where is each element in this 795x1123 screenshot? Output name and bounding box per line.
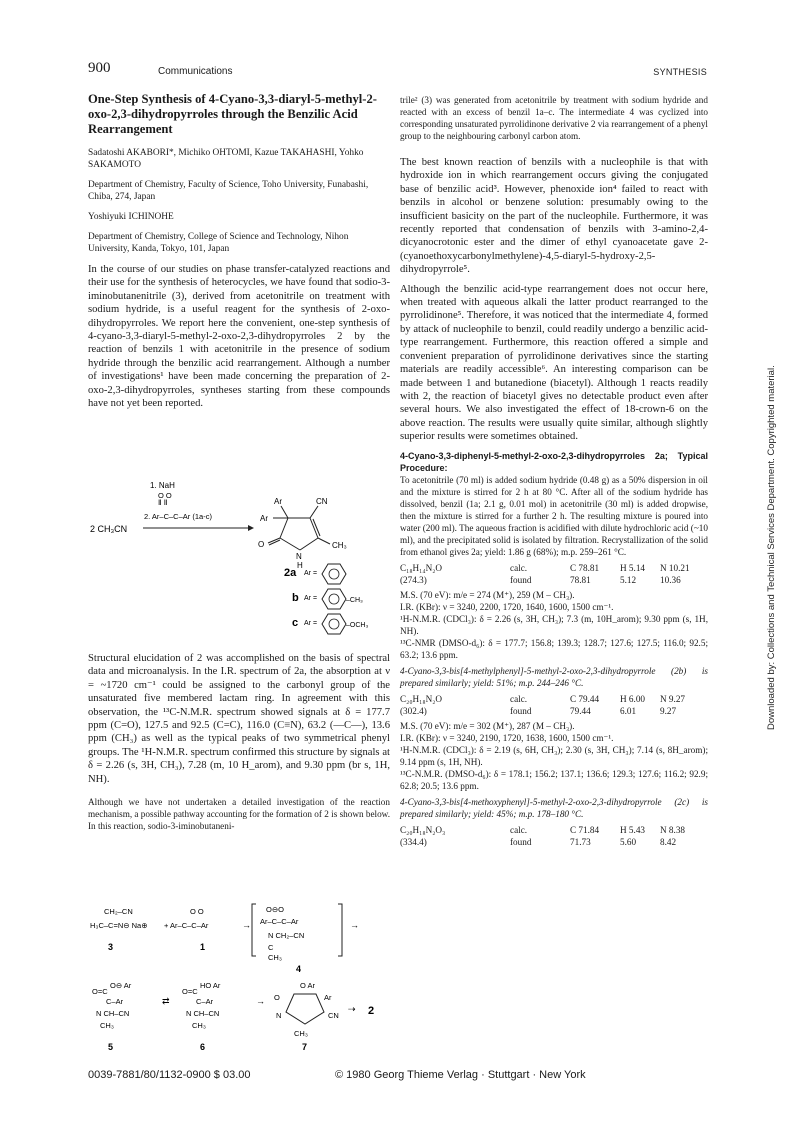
- svg-text:–CH₃: –CH₃: [346, 597, 363, 604]
- svg-text:N: N: [276, 1011, 282, 1020]
- svg-text:O Ar: O Ar: [300, 981, 316, 990]
- svg-text:CN: CN: [316, 497, 328, 506]
- start-material: 2 CH₃CN: [90, 524, 128, 534]
- left-column: [88, 92, 390, 416]
- svg-text:H₃C–C=N⊖ Na⊕: H₃C–C=N⊖ Na⊕: [90, 921, 148, 930]
- scheme-1-drawing: [88, 478, 390, 646]
- svg-text:Ar–C–C–Ar: Ar–C–C–Ar: [260, 917, 299, 926]
- svg-text:O: O: [258, 540, 265, 549]
- ms-2b: M.S. (70 eV): m/e = 302 (M⁺), 287 (M – CH₃).: [400, 720, 575, 731]
- article-title: One-Step Synthesis of 4-Cyano-3,3-diaryl-5-methyl-2-oxo-2,3-dihydropyrroles through the Benzilic Acid Rearrangement: [88, 92, 377, 136]
- pyrrolone-product: [268, 506, 330, 550]
- svg-text:+ Ar–C–C–Ar: + Ar–C–C–Ar: [164, 921, 209, 930]
- svg-text:Ar =: Ar =: [304, 570, 318, 577]
- reagent-1: 1. NaH: [150, 481, 175, 490]
- svg-text:O O: O O: [158, 491, 172, 500]
- svg-text:H: H: [297, 561, 303, 570]
- reaction-scheme-1: [88, 478, 390, 646]
- svg-text:HO Ar: HO Ar: [200, 981, 221, 990]
- footer-code: 0039-7881/80/1132-0900 $ 03.00: [88, 1069, 251, 1081]
- download-notice: [762, 330, 782, 730]
- svg-text:Ar =: Ar =: [304, 595, 318, 602]
- ir-2b: I.R. (KBr): ν = 3240, 2190, 1720, 1638, 1600, 1500 cm⁻¹.: [400, 732, 614, 743]
- svg-text:O O: O O: [190, 907, 204, 916]
- svg-text:CN: CN: [328, 1011, 339, 1020]
- svg-text:⇢: ⇢: [348, 1004, 356, 1014]
- svg-text:N CH–CN: N CH–CN: [186, 1009, 220, 1018]
- download-notice-text: Downloaded by: Collections and Technical Services Department. Copyrighted material.: [766, 365, 777, 730]
- svg-text:2a: 2a: [284, 567, 297, 579]
- analysis-2a: C₁₈H₁₄N₂O calc. C 78.81 H 5.14 N 10.21 (274.3) found 78.81 5.12 10.36: [400, 562, 690, 585]
- svg-text:–OCH₃: –OCH₃: [346, 622, 369, 629]
- label-4: 4: [296, 964, 302, 974]
- reaction-scheme-2: [88, 900, 390, 1058]
- svg-text:CH₃: CH₃: [332, 541, 347, 550]
- although-paragraph: Although the benzilic acid-type rearrangement does not occur here, when treated with aqueous alkali the latter product rearranged to the pyrrolidinone⁵. Therefore, it was noticed that the intermediate 4, formed by attack of nucleophile to benzil, could readily undergo a benzilic acid-type rearrangement. Furthermore, this reaction offered a simple and convenient preparation of pyrrolidinone derivatives since the starting materials are readily accessible⁶. An interesting comparison can be made between 1 and butanedione (biacetyl). Although 1 reacts readily with 2, the reaction of biacetyl gives no detectable product even after several hours. We also investigated the effect of 18-crown-6 on the above reaction. The results were usually quite similar, although slightly superior results were sometimes obtained.: [400, 283, 708, 443]
- svg-text:O: O: [274, 993, 280, 1002]
- label-7: 7: [302, 1042, 308, 1052]
- svg-text:CH₃: CH₃: [192, 1021, 206, 1030]
- svg-text:O=C: O=C: [92, 987, 108, 996]
- authors-secondary: Yoshiyuki ICHINOHE: [88, 212, 174, 222]
- svg-text:c: c: [292, 617, 299, 629]
- svg-text:→: →: [242, 920, 251, 930]
- authors-primary: Sadatoshi AKABORI*, Michiko OHTOMI, Kazue TAKAHASHI, Yohko SAKAMOTO: [88, 148, 364, 170]
- ir-2a: I.R. (KBr): ν = 3240, 2200, 1720, 1640, 1600, 1500 cm⁻¹.: [400, 601, 614, 612]
- svg-text:C–Ar: C–Ar: [106, 997, 124, 1006]
- svg-text:b: b: [292, 592, 299, 604]
- svg-text:CH₃: CH₃: [294, 1029, 308, 1038]
- compound-2b-intro: 4-Cyano-3,3-bis[4-methylphenyl]-5-methyl-2-oxo-2,3-dihydropyrrole (2b) is prepared similarly; yield: 51%; m.p. 244–246 °C.: [400, 665, 708, 688]
- label-3: 3: [108, 942, 114, 952]
- left-column-lower: [88, 652, 390, 832]
- best-known-paragraph: The best known reaction of benzils with a nucleophile is that with hydroxide ion in which rearrangement occurs giving the conjugated base of benzilic acid³. However, phenoxide ion⁴ failed to react with benzils in alcohol or benzene solution: presumably owing to the insufficient basicity on the part of the nucleophile. Furthermore, it was recently reported that condensation of benzils with 3-amino-2,4-dicyanocrotonic ester and the dimer of ethyl cyanoacetate gave 2-(cyanoethoxycarbonylmethylene)-4,5-diaryl-5-hydroxy-2,5-dihydropyrrole⁵.: [400, 157, 708, 276]
- reagent-2: 2. Ar–C–C–Ar (1a-c): [144, 512, 212, 521]
- scheme-2-drawing: [88, 900, 390, 1058]
- svg-text:→: →: [256, 996, 265, 1006]
- intro-paragraph: In the course of our studies on phase transfer-catalyzed reactions and their use for the synthesis of heterocycles, we have found that sodio-3-iminobutanenitrile (3), derived from acetonitrile on treatment with sodium hydride, is a useful reagent for the synthesis of 2-oxo-dihydropyrroles. We report here the convenient, one-step synthesis of 4-cyano-3,3-diaryl-5-methyl-2-oxo-2,3-dihydropyrroles 2 by the reaction of benzils 1 with acetonitrile in the presence of sodium hydride through the benzilic acid rearrangement. Although a number of investigations¹ have been made concerning the preparation of 2-oxo-2,3-dihydropyrroles, syntheses starting from these compounds have not yet been reported.: [88, 264, 390, 410]
- hnmr-2b: ¹H-N.M.R. (CDCl₃): δ = 2.19 (s, 6H, CH₃); 2.30 (s, 3H, CH₃); 7.14 (s, 8H_arom); 9.14 ppm (s, 1H, NH).: [400, 744, 708, 767]
- svg-text:⇄: ⇄: [162, 996, 170, 1006]
- compound-2c-intro: 4-Cyano-3,3-bis[4-methoxyphenyl]-5-methyl-2-oxo-2,3-dihydropyrrole (2c) is prepared similarly; yield: 45%; m.p. 178–180 °C.: [400, 796, 708, 819]
- svg-text:O⊖O: O⊖O: [266, 905, 284, 914]
- svg-text:CH₃: CH₃: [268, 953, 282, 962]
- svg-text:CH₃: CH₃: [100, 1021, 114, 1030]
- svg-text:N CH₂–CN: N CH₂–CN: [268, 931, 305, 940]
- journal-name: SYNTHESIS: [653, 67, 707, 77]
- hnmr-2a: ¹H-N.M.R. (CDCl₃): δ = 2.26 (s, 3H, CH₃); 7.3 (m, 10H_arom); 9.30 ppm (s, 1H, NH).: [400, 613, 708, 636]
- svg-text:O=C: O=C: [182, 987, 198, 996]
- right-column: [400, 94, 708, 851]
- analysis-2c: C₂₀H₁₈N₂O₃ calc. C 71.84 H 5.43 N 8.38 (334.4) found 71.73 5.60 8.42: [400, 824, 686, 847]
- svg-text:Ar: Ar: [260, 514, 268, 523]
- section-name: Communications: [158, 66, 233, 77]
- label-2: 2: [368, 1005, 375, 1017]
- svg-text:N CH–CN: N CH–CN: [96, 1009, 130, 1018]
- affiliation-primary: Department of Chemistry, Faculty of Science, Toho University, Funabashi, Chiba, 274, Japan: [88, 180, 369, 202]
- cnmr-2b: ¹³C-N.M.R. (DMSO-d₆): δ = 178.1; 156.2; 137.1; 136.6; 129.3; 127.6; 116.2; 92.9; 62.8; 20.5; 13.6 ppm.: [400, 768, 708, 791]
- page-number: 900: [88, 60, 111, 76]
- svg-text:Ar: Ar: [274, 497, 282, 506]
- footer-publisher: © 1980 Georg Thieme Verlag · Stuttgart · New York: [335, 1069, 586, 1081]
- svg-text:CH₂–CN: CH₂–CN: [104, 907, 133, 916]
- svg-text:O⊖ Ar: O⊖ Ar: [110, 981, 132, 990]
- procedure-text: To acetonitrile (70 ml) is added sodium hydride (0.48 g) as a 50% dispersion in oil and the mixture is stirred for 2 h at 80 °C. After all of the sodium hydride has dissolved, benzil (1a; 2.1 g, 0.01 mol) in acetonitrile (30 ml) is added dropwise, then the mixture is stirred for a further 2 h. The resulting mixture is poured into water (200 ml). The aqueous fraction is acidified with dilute hydrochloric acid (~10 ml), and the precipitated solid is isolated by filtration. Recrystallization of the solid from ethanol gives 2a; yield: 1.86 g (68%); m.p. 259–261 °C.: [400, 474, 708, 557]
- affiliation-secondary: Department of Chemistry, College of Science and Technology, Nihon University, Kanda, Tokyo, 101, Japan: [88, 232, 349, 254]
- label-5: 5: [108, 1042, 114, 1052]
- svg-text:Ar =: Ar =: [304, 620, 318, 627]
- analysis-2b: C₂₀H₁₈N₂O calc. C 79.44 H 6.00 N 9.27 (302.4) found 79.44 6.01 9.27: [400, 693, 686, 716]
- label-1: 1: [200, 942, 206, 952]
- svg-text:Ar: Ar: [324, 993, 332, 1002]
- svg-text:C: C: [268, 943, 274, 952]
- label-6: 6: [200, 1042, 206, 1052]
- svg-text:N: N: [296, 552, 302, 561]
- mechanism-paragraph: Although we have not undertaken a detailed investigation of the reaction mechanism, a possible pathway accounting for the formation of 2 is shown below. In this reaction, sodio-3-iminobutaneni-: [88, 797, 391, 832]
- structural-paragraph: Structural elucidation of 2 was accomplished on the basis of spectral data and microanalysis. In the I.R. spectrum of 2a, the absorption at ν = ~1720 cm⁻¹ could be assigned to the carbonyl group of the unsaturated five membered lactam ring. In agreement with this observation, the ¹³C-N.M.R. spectrum showed signals at δ = 177.7 ppm (C=O), 127.5 and 92.5 (C=C), 116.0 (C≡N), 63.2 (—C—), 13.6 ppm (CH₃) as well as the typical peaks of two symmetrical phenyl groups. The ¹H-N.M.R. spectrum confirmed this structure by signals at δ = 2.26 (s, 3H, CH₃), 7.28 (m, 10 H_arom), and 9.30 ppm (br s, 1H, NH).: [88, 653, 390, 785]
- right-intro: trile² (3) was generated from acetonitrile by treatment with sodium hydride and reacted with an excess of benzil 1a–c. The intermediate 4 was cyclized into corresponding unsaturated pyrrolidinone derivative 2 via rearrangement of a phenyl group to the neighbouring carbonyl carbon atom.: [400, 95, 708, 141]
- procedure-heading: 4-Cyano-3,3-diphenyl-5-methyl-2-oxo-2,3-dihydropyrroles 2a; Typical Procedure:: [400, 450, 708, 473]
- svg-text:Ⅱ Ⅱ: Ⅱ Ⅱ: [158, 498, 168, 507]
- svg-text:C–Ar: C–Ar: [196, 997, 214, 1006]
- cnmr-2a: ¹³C-NMR (DMSO-d₆): δ = 177.7; 156.8; 139.3; 128.7; 127.6; 127.5; 116.0; 92.5; 63.2; 13.6 ppm.: [400, 637, 708, 660]
- svg-text:→: →: [350, 920, 359, 930]
- ms-2a: M.S. (70 eV): m/e = 274 (M⁺), 259 (M – CH₃).: [400, 589, 575, 600]
